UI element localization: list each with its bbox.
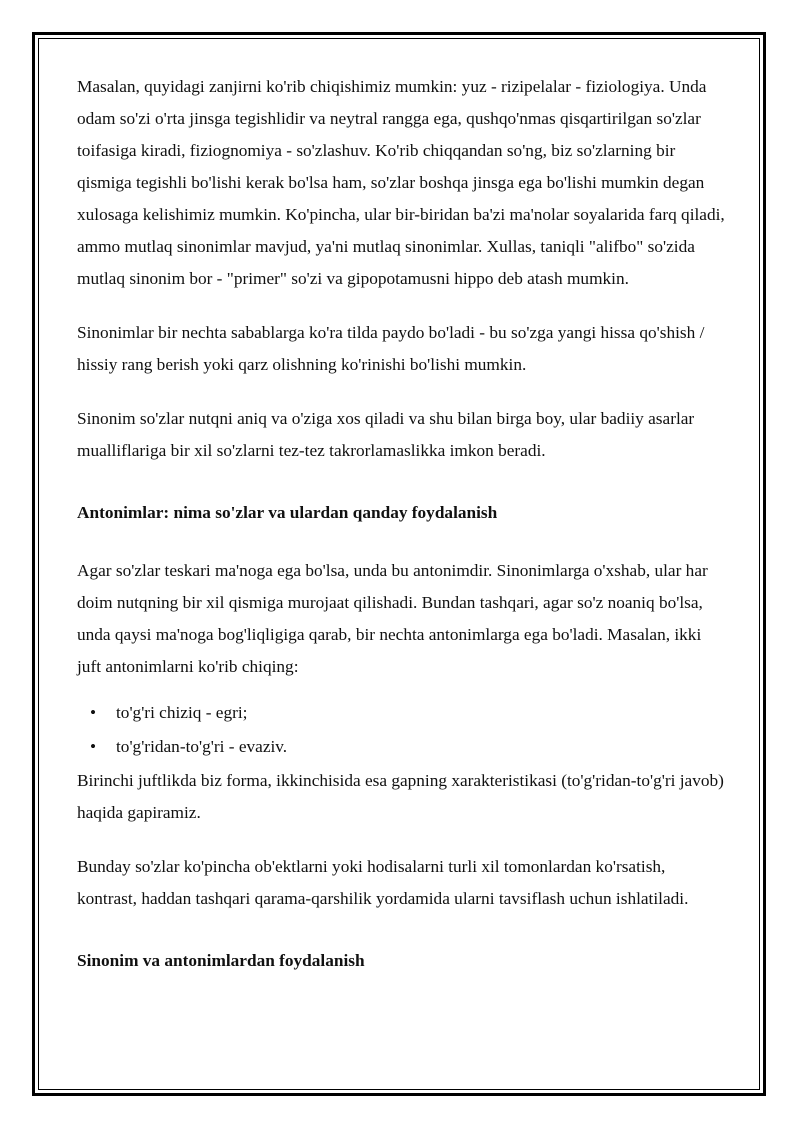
heading-antonyms: Antonimlar: nima so'zlar va ulardan qanday foydalanish bbox=[77, 503, 498, 522]
paragraph-antonym-pairs-explanation: Birinchi juftlikda biz forma, ikkinchisida esa gapning xarakteristikasi (to'g'ridan-to'g'ri javob) haqida gapiramiz. bbox=[77, 771, 724, 822]
paragraph-antonym-usage: Bunday so'zlar ko'pincha ob'ektlarni yoki hodisalarni turli xil tomonlardan ko'rsatish, kontrast, haddan tashqari qarama-qarshilik yordamida ularni tavsiflash uchun ishlatiladi. bbox=[77, 857, 689, 908]
paragraph-synonym-example: Masalan, quyidagi zanjirni ko'rib chiqishimiz mumkin: yuz - rizipelalar - fiziologiya. Unda odam so'zi o'rta jinsga tegishlidir va neytral rangga ega, qushqo'nmas qisqartirilgan so'zlar toifasiga kiradi, fiziognomiya - so'zlashuv. Ko'rib chiqqandan so'ng, biz so'zlarning bir qismiga tegishli bo'lishi kerak bo'lsa ham, so'zlar boshqa jinsga ega bo'lishi mumkin degan xulosaga kelishimiz mumkin. Ko'pincha, ular bir-biridan ba'zi ma'nolar soyalarida farq qiladi, ammo mutlaq sinonimlar mavjud, ya'ni mutlaq sinonimlar. Xullas, taniqli "alifbo" so'zida mutlaq sinonim bor - "primer" so'zi va gipopotamusni hippo deb atash mumkin. bbox=[77, 77, 725, 288]
document-body bbox=[77, 71, 729, 977]
list-item bbox=[77, 731, 729, 763]
heading-synonym-antonym-usage: Sinonim va antonimlardan foydalanish bbox=[77, 951, 365, 970]
list-item-text: to'g'ri chiziq - egri; bbox=[116, 703, 248, 722]
paragraph-antonym-definition: Agar so'zlar teskari ma'noga ega bo'lsa, unda bu antonimdir. Sinonimlarga o'xshab, ular har doim nutqning bir xil qismiga murojaat qilishadi. Bundan tashqari, agar so'z noaniq bo'lsa, unda qaysi ma'noga bog'liqligiga qarab, bir nechta antonimlarga ega bo'ladi. Masalan, ikki juft antonimlarni ko'rib chiqing: bbox=[77, 561, 708, 676]
paragraph-synonym-origin: Sinonimlar bir nechta sabablarga ko'ra tilda paydo bo'ladi - bu so'zga yangi hissa qo'shish / hissiy rang berish yoki qarz olishning ko'rinishi bo'lishi mumkin. bbox=[77, 323, 705, 374]
paragraph-synonym-usage: Sinonim so'zlar nutqni aniq va o'ziga xos qiladi va shu bilan birga boy, ular badiiy asarlar mualliflariga bir xil so'zlarni tez-tez takrorlamaslikka imkon beradi. bbox=[77, 409, 695, 460]
antonym-pairs-list bbox=[77, 697, 729, 763]
list-item-text: to'g'ridan-to'g'ri - evaziv. bbox=[116, 737, 288, 756]
bullet-icon: • bbox=[90, 737, 97, 756]
list-item bbox=[77, 697, 729, 729]
bullet-icon: • bbox=[90, 703, 97, 722]
